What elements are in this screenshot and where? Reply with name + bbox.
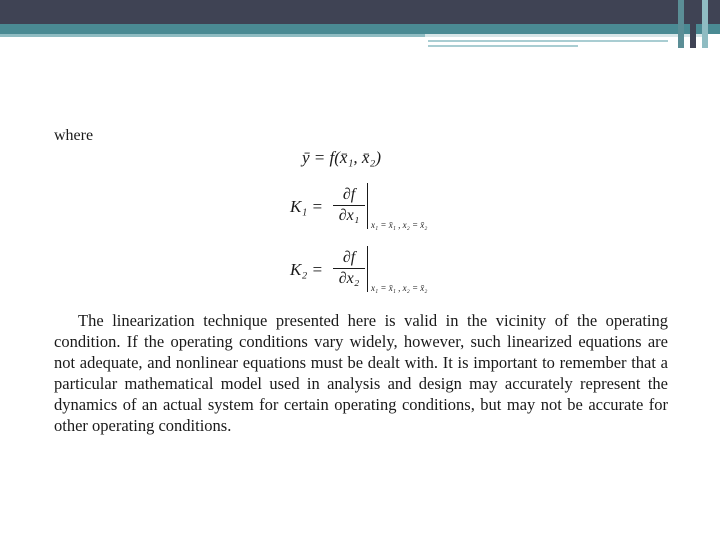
corner-bar (690, 0, 696, 48)
header-band-teal (0, 24, 720, 34)
k2-numerator: ∂f (333, 248, 365, 269)
k2-evaluation-point: x₁ = x̄₁ , x₂ = x̄₂ (371, 283, 428, 293)
k1-numerator: ∂f (333, 185, 365, 206)
k1-denominator: ∂x₁ (338, 207, 360, 224)
k1-fraction (333, 185, 365, 226)
header-accent-line-light (425, 34, 705, 37)
equation-k2-lhs: K₂ = (290, 260, 323, 279)
decorative-line (428, 40, 668, 42)
corner-bar (702, 0, 708, 48)
header-accent-line (0, 34, 425, 37)
equation-y-bar: ȳ = f(x̄₁, x̄₂) (302, 148, 381, 167)
corner-decoration (668, 0, 720, 48)
k2-evaluation-bar (367, 246, 368, 292)
header-band-dark (0, 0, 720, 24)
corner-bar (678, 0, 684, 48)
equation-k1-lhs: K₁ = (290, 197, 323, 216)
k2-denominator: ∂x₂ (338, 270, 360, 287)
k1-evaluation-bar (367, 183, 368, 229)
k2-fraction (333, 248, 365, 289)
where-label: where (54, 127, 94, 144)
body-paragraph: The linearization technique presented here is valid in the vicinity of the operating condition. If the operating conditions vary widely, however, such linearized equations are not adequate, and nonlinear equations must be dealt with. It is important to remember that a particular mathematical model used in analysis and design may accurately represent the dynamics of an actual system for certain operating conditions, but may not be accurate for other operating conditions. (54, 311, 668, 435)
decorative-line-short (428, 45, 578, 47)
k1-evaluation-point: x₁ = x̄₁ , x₂ = x̄₂ (371, 220, 428, 230)
